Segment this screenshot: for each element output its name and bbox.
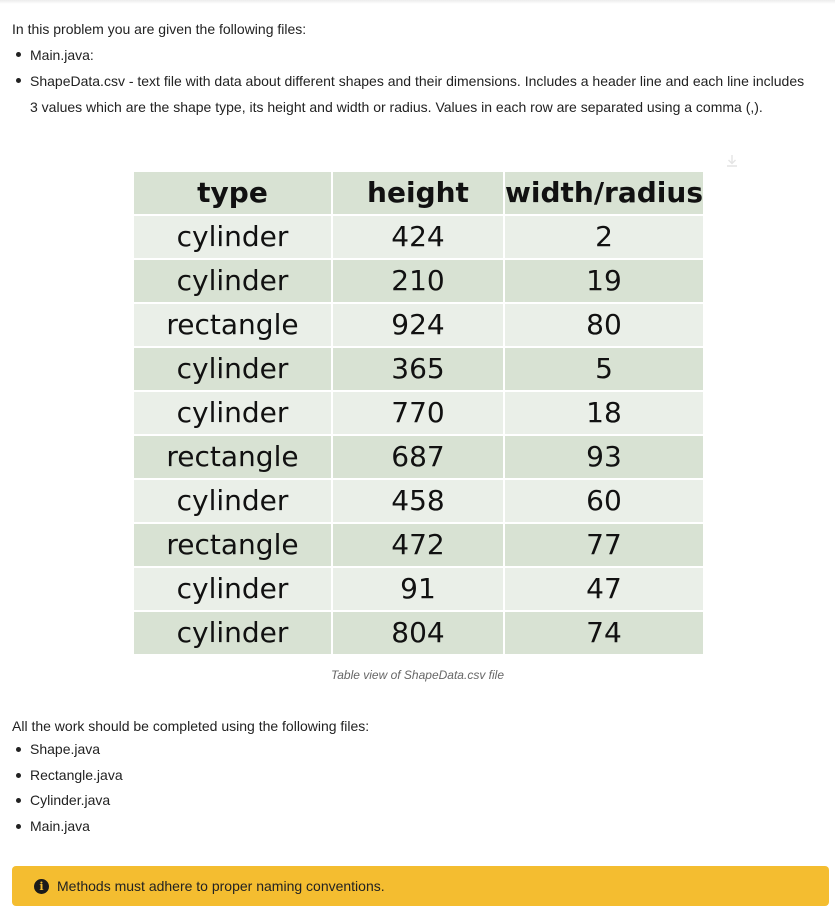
- cell-height: 924: [332, 303, 504, 347]
- cell-height: 687: [332, 435, 504, 479]
- table-row: [134, 391, 704, 435]
- header-width-radius: width/radius: [504, 172, 704, 215]
- cell-height: 458: [332, 479, 504, 523]
- cell-type: cylinder: [134, 347, 332, 391]
- cell-type: cylinder: [134, 567, 332, 611]
- cell-type: rectangle: [134, 523, 332, 567]
- given-files-list: [12, 42, 812, 120]
- table-row: [134, 435, 704, 479]
- callout-text: Methods must adhere to proper naming conventions.: [57, 878, 385, 894]
- table-row: [134, 523, 704, 567]
- list-item: Rectangle.java: [12, 763, 812, 789]
- cell-height: 472: [332, 523, 504, 567]
- naming-convention-callout: [12, 866, 829, 906]
- cell-height: 770: [332, 391, 504, 435]
- table-row: [134, 479, 704, 523]
- cell-height: 804: [332, 611, 504, 655]
- table-row: [134, 215, 704, 259]
- cell-width-radius: 5: [504, 347, 704, 391]
- list-item: Shape.java: [12, 737, 812, 763]
- cell-width-radius: 19: [504, 259, 704, 303]
- list-item: Main.java:: [12, 42, 812, 68]
- header-height: height: [332, 172, 504, 215]
- cell-width-radius: 60: [504, 479, 704, 523]
- list-item: Main.java: [12, 814, 812, 840]
- cell-width-radius: 74: [504, 611, 704, 655]
- intro-lead: In this problem you are given the following files:: [12, 21, 307, 37]
- top-divider: [0, 0, 835, 4]
- download-icon[interactable]: [724, 153, 740, 169]
- cell-type: cylinder: [134, 479, 332, 523]
- table-row: [134, 303, 704, 347]
- cell-width-radius: 18: [504, 391, 704, 435]
- cell-type: rectangle: [134, 303, 332, 347]
- cell-height: 365: [332, 347, 504, 391]
- table-row: [134, 347, 704, 391]
- cell-width-radius: 80: [504, 303, 704, 347]
- work-section: [12, 715, 812, 839]
- header-type: type: [134, 172, 332, 215]
- table-row: [134, 611, 704, 655]
- cell-type: cylinder: [134, 391, 332, 435]
- cell-width-radius: 47: [504, 567, 704, 611]
- cell-type: cylinder: [134, 259, 332, 303]
- table-row: [134, 567, 704, 611]
- list-item: ShapeData.csv - text file with data about different shapes and their dimensions. Includes a header line and each line includes 3 values which are the shape type, its height and width or radius. Values in each row are separated using a comma (,).: [12, 68, 812, 120]
- cell-type: cylinder: [134, 215, 332, 259]
- table-row: [134, 259, 704, 303]
- cell-height: 210: [332, 259, 504, 303]
- work-files-list: [12, 737, 812, 839]
- cell-width-radius: 2: [504, 215, 704, 259]
- info-icon: i: [34, 879, 49, 894]
- list-item: Cylinder.java: [12, 788, 812, 814]
- cell-type: rectangle: [134, 435, 332, 479]
- cell-height: 91: [332, 567, 504, 611]
- work-lead: All the work should be completed using the following files:: [12, 718, 370, 734]
- shape-data-table: [134, 172, 705, 656]
- cell-width-radius: 77: [504, 523, 704, 567]
- table-header-row: [134, 172, 704, 215]
- cell-height: 424: [332, 215, 504, 259]
- cell-width-radius: 93: [504, 435, 704, 479]
- intro-section: [12, 17, 812, 120]
- table-caption: Table view of ShapeData.csv file: [331, 668, 504, 682]
- cell-type: cylinder: [134, 611, 332, 655]
